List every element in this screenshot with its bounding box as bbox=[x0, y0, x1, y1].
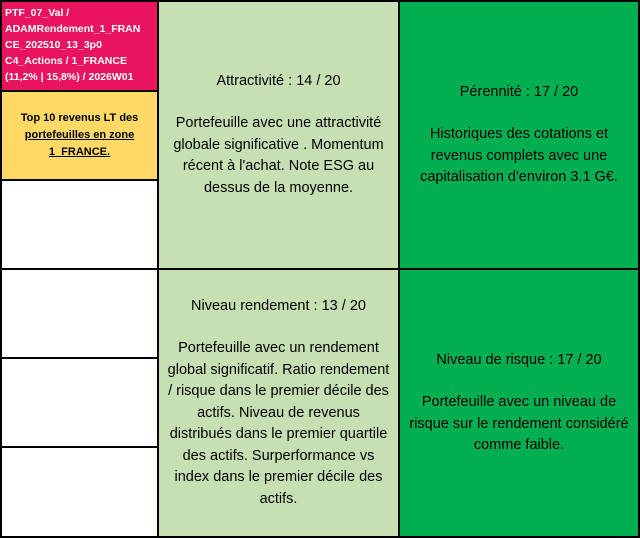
perennite-heading: Pérennité : 17 / 20 bbox=[459, 83, 579, 100]
top10-line-3: 1_FRANCE. bbox=[48, 146, 111, 158]
empty-cell bbox=[1, 180, 158, 269]
portfolio-title-cell: PTF_07_Val / ADAMRendement_1_FRAN CE_202510_13_3p0 C4_Actions / 1_FRANCE (11,2% | 15,8%) / 2026W01 bbox=[1, 1, 158, 91]
rendement-body: Portefeuille avec un rendement global significatif. Ratio rendement / risque dans le premier décile des actifs. Niveau de revenus distribués dans le premier quartile des actifs. Surperformance vs index dans le premier décile des actifs. bbox=[167, 340, 390, 507]
top10-line-2: portefeuilles en zone bbox=[24, 129, 135, 141]
top10-text bbox=[21, 110, 139, 161]
perennite-panel bbox=[399, 1, 639, 269]
rendement-heading: Niveau rendement : 13 / 20 bbox=[191, 297, 366, 314]
top10-cell bbox=[1, 91, 158, 180]
empty-cell bbox=[1, 447, 158, 537]
attractivite-heading: Attractivité : 14 / 20 bbox=[216, 72, 341, 89]
risque-panel bbox=[399, 269, 639, 537]
risque-body: Portefeuille avec un niveau de risque sur le rendement considéré comme faible. bbox=[409, 394, 629, 453]
empty-cell bbox=[1, 269, 158, 358]
rendement-panel bbox=[158, 269, 399, 537]
risque-heading: Niveau de risque : 17 / 20 bbox=[436, 351, 602, 368]
attractivite-body: Portefeuille avec une attractivité globale significative . Momentum récent à l'achat. Note ESG au dessus de la moyenne. bbox=[173, 115, 384, 196]
attractivite-panel bbox=[158, 1, 399, 269]
top10-line-1: Top 10 revenus LT des bbox=[20, 112, 139, 124]
empty-cell bbox=[1, 358, 158, 447]
perennite-body: Historiques des cotations et revenus complets avec une capitalisation d'environ 3.1 G€. bbox=[420, 126, 618, 185]
